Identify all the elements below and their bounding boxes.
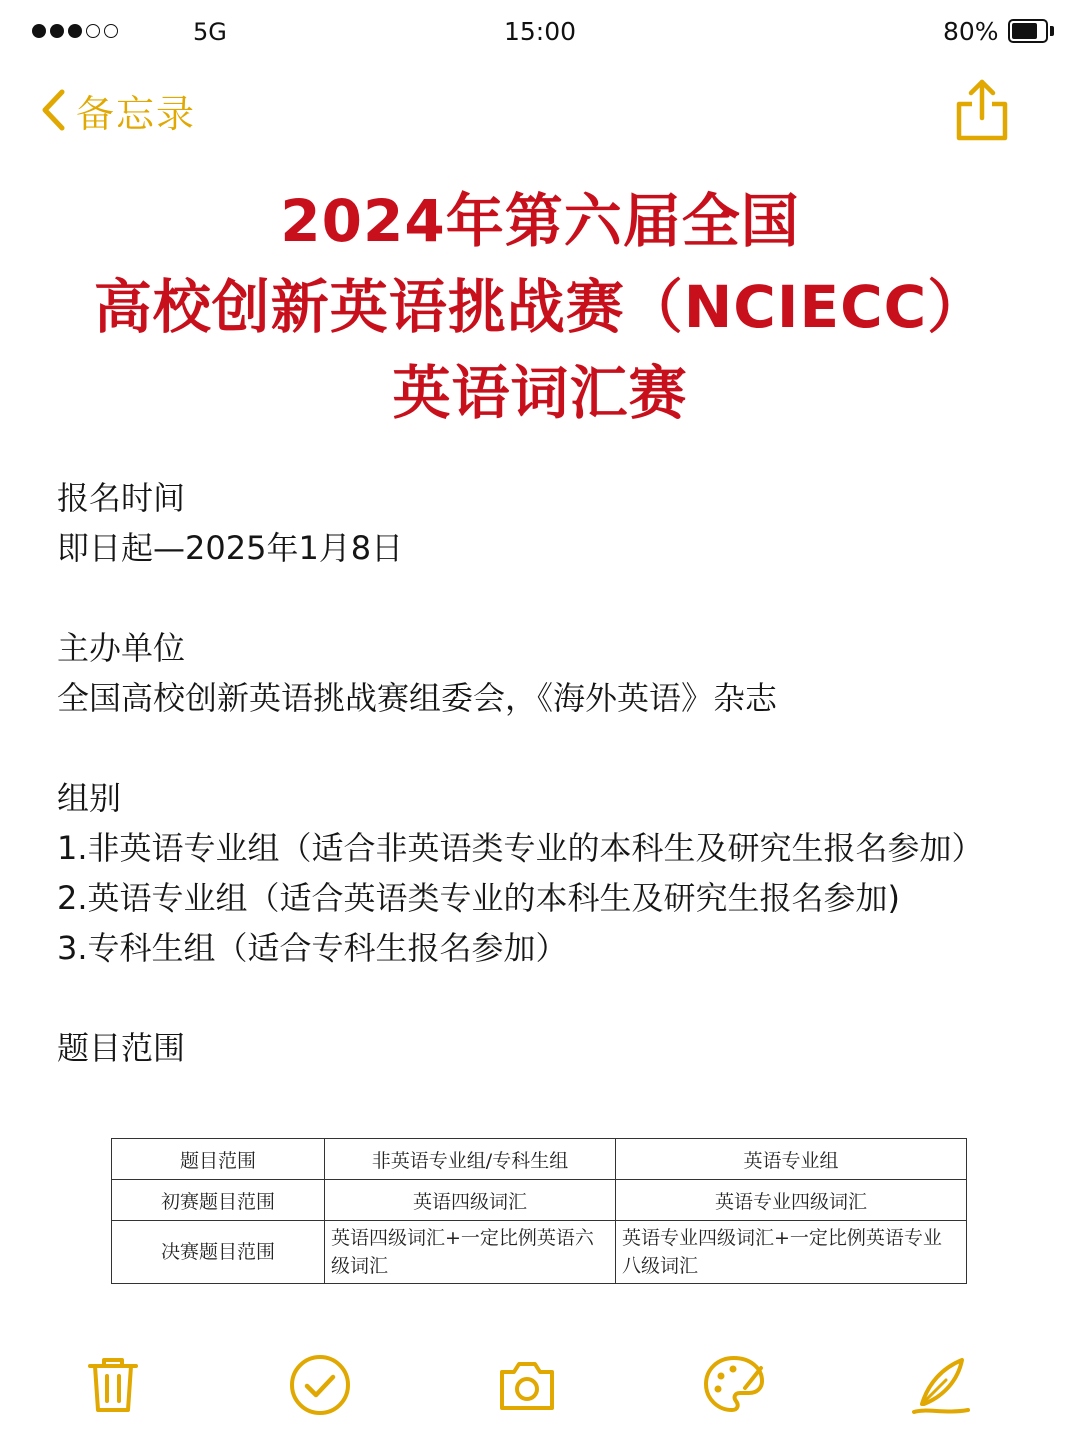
checklist-icon	[285, 1350, 355, 1420]
table-header-cell: 英语专业组	[616, 1139, 967, 1180]
bottom-toolbar	[0, 1350, 1080, 1430]
registration-heading: 报名时间	[57, 479, 186, 517]
table-cell: 英语专业四级词汇+一定比例英语专业八级词汇	[616, 1221, 967, 1284]
palette-icon	[699, 1350, 769, 1420]
scope-heading: 题目范围	[57, 1029, 186, 1067]
title-line-3: 英语词汇赛	[392, 359, 688, 427]
checklist-button[interactable]	[285, 1350, 355, 1420]
back-button[interactable]	[40, 80, 196, 140]
battery-icon	[1008, 19, 1048, 43]
status-bar	[0, 0, 1080, 64]
table-row	[112, 1221, 967, 1284]
clock: 15:00	[503, 17, 577, 46]
table-cell: 初赛题目范围	[112, 1180, 325, 1221]
palette-button[interactable]	[699, 1350, 769, 1420]
table-cell: 英语专业四级词汇	[616, 1180, 967, 1221]
note-title[interactable]	[0, 178, 1080, 436]
table-header-row	[112, 1139, 967, 1180]
nav-bar	[0, 70, 1080, 150]
table-header-cell: 非英语专业组/专科生组	[325, 1139, 616, 1180]
delete-button[interactable]	[78, 1350, 148, 1420]
trash-icon	[78, 1350, 148, 1420]
groups-heading: 组别	[57, 779, 122, 817]
camera-icon	[492, 1350, 562, 1420]
chevron-left-icon	[40, 88, 66, 132]
title-line-2: 高校创新英语挑战赛（NCIECC）	[93, 273, 987, 341]
group-item: 3.专科生组（适合专科生报名参加）	[57, 929, 568, 967]
battery-tip	[1050, 26, 1054, 36]
back-label: 备忘录	[76, 91, 197, 136]
registration-value: 即日起—2025年1月8日	[57, 529, 404, 567]
share-icon	[950, 78, 1014, 142]
pen-icon	[906, 1350, 976, 1420]
note-body[interactable]	[57, 473, 1027, 1073]
table-cell: 决赛题目范围	[112, 1221, 325, 1284]
camera-button[interactable]	[492, 1350, 562, 1420]
group-item: 2.英语专业组（适合英语类专业的本科生及研究生报名参加)	[57, 879, 901, 917]
title-line-1: 2024年第六届全国	[280, 187, 800, 255]
network-type: 5G	[193, 18, 227, 46]
table-header-cell: 题目范围	[112, 1139, 325, 1180]
table-cell: 英语四级词汇+一定比例英语六级词汇	[325, 1221, 616, 1284]
group-item: 1.非英语专业组（适合非英语类专业的本科生及研究生报名参加）	[57, 829, 984, 867]
scope-table	[111, 1138, 967, 1284]
table-cell: 英语四级词汇	[325, 1180, 616, 1221]
compose-button[interactable]	[906, 1350, 976, 1420]
table-row	[112, 1180, 967, 1221]
battery-percent: 80%	[943, 17, 999, 46]
organizer-heading: 主办单位	[57, 629, 186, 667]
organizer-value: 全国高校创新英语挑战赛组委会，《海外英语》杂志	[57, 679, 778, 717]
share-button[interactable]	[950, 78, 1014, 142]
